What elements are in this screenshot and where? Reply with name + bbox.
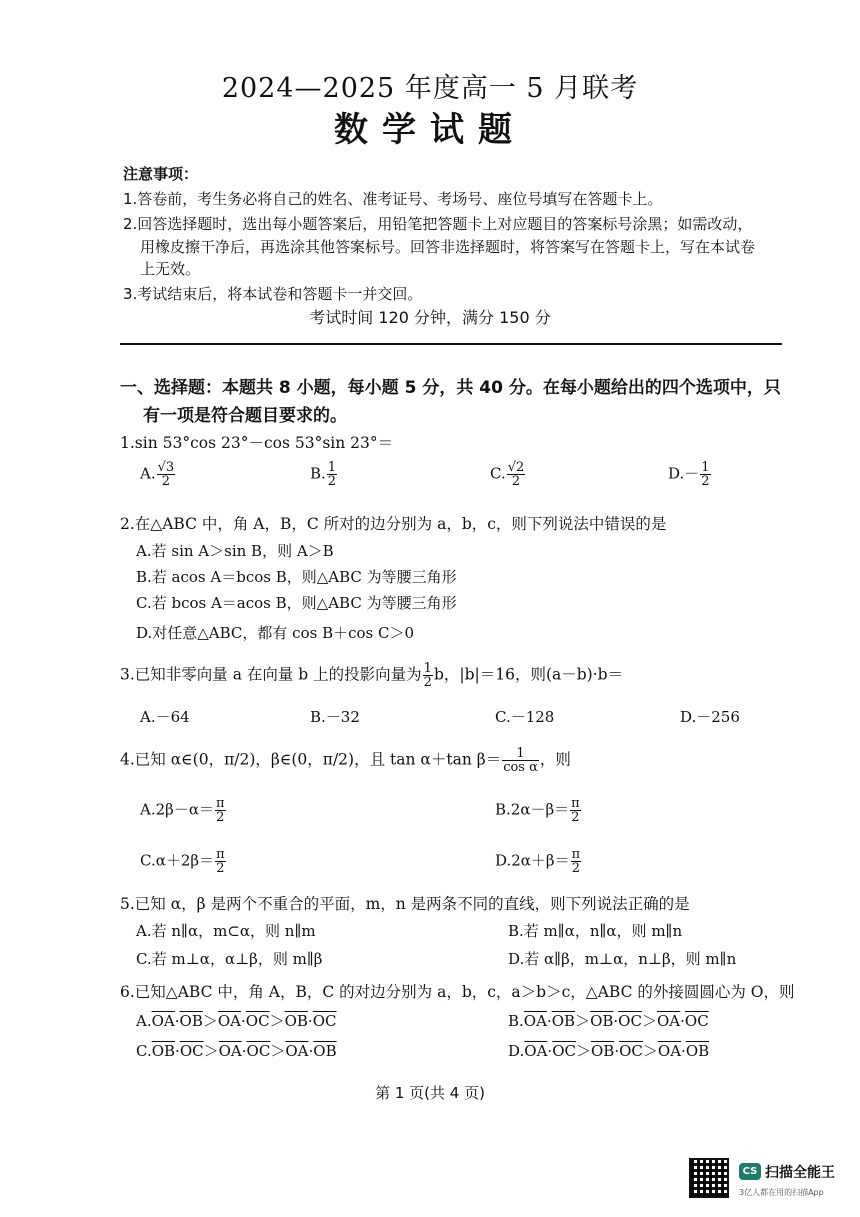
q6-option-d: $D.\overline{OA}\cdot\overline{OC}>\overline{OB}\cdot\overline{OC}>\overline{OA}\cdot\overline{OB}$	[508, 1042, 710, 1060]
page-footer: 第 1 页(共 4 页)	[375, 1084, 485, 1102]
q3-option-b: B.－32	[310, 708, 360, 726]
q1-option-c: C. $\frac{√2}{2}$	[490, 460, 525, 489]
exam-title: 2024—2025 年度高一 5 月联考	[221, 73, 639, 104]
notice-item: 3.考试结束后，将本试卷和答题卡一并交回。	[123, 285, 423, 303]
exam-time: 考试时间 120 分钟，满分 150 分	[309, 308, 551, 327]
section-heading: 一、选择题：本题共 8 小题，每小题 5 分，共 40 分。在每小题给出的四个选项中，只	[120, 378, 781, 398]
q3-option-a: A.－64	[140, 708, 190, 726]
q2-option-a: A.若 sin A＞sin B，则 A＞B	[136, 542, 334, 560]
camscanner-tagline: 3亿人都在用的扫描App	[739, 1188, 824, 1197]
notice-heading: 注意事项：	[123, 165, 199, 183]
notice-item: 用橡皮擦干净后，再选涂其他答案标号。回答非选择题时，将答案写在答题卡上，写在本试卷	[140, 238, 756, 256]
question-5-stem: 5.已知 α，β 是两个不重合的平面，m，n 是两条不同的直线，则下列说法正确的是	[120, 895, 690, 913]
q3-option-c: C.－128	[495, 708, 555, 726]
notice-item: 上无效。	[140, 260, 201, 278]
q5-option-a: A.若 n∥α，m⊂α，则 n∥m	[136, 922, 316, 940]
section-heading-cont: 有一项是符合题目要求的。	[143, 406, 347, 426]
q6-option-a: $A.\overline{OA}\cdot\overline{OB}>\overline{OA}\cdot\overline{OC}>\overline{OB}\cdot\overline{OC}$	[136, 1012, 337, 1030]
q4-option-d: D.2α＋β＝ $\frac{\pi}{2}$	[495, 847, 581, 876]
question-4-stem: 4.已知 α∈(0，π/2)，β∈(0，π/2)，且 tan α＋tan β＝ $\frac{1}{\text{cos α}}$ ，则	[120, 746, 571, 775]
q3-option-d: D.－256	[680, 708, 740, 726]
q1-option-b: B. $\frac{1}{2}$	[310, 460, 337, 489]
divider	[120, 343, 782, 345]
q4-option-a: A.2β－α＝ $\frac{\pi}{2}$	[140, 796, 225, 825]
q2-option-b: B.若 acos A＝bcos B，则△ABC 为等腰三角形	[136, 568, 457, 586]
camscanner-logo-icon: CS	[739, 1163, 761, 1180]
qr-code-icon	[689, 1158, 729, 1198]
notice-item: 2.回答选择题时，选出每小题答案后，用铅笔把答题卡上对应题目的答案标号涂黑；如需改动，	[123, 215, 753, 233]
question-3-stem: 3.已知非零向量 a 在向量 b 上的投影向量为 $\frac{1}{2}$ b，|b|＝16，则(a－b)·b＝	[120, 661, 624, 690]
q2-option-c: C.若 bcos A＝acos B，则△ABC 为等腰三角形	[136, 594, 457, 612]
question-6-stem: 6.已知△ABC 中，角 A，B，C 的对边分别为 a，b，c，a＞b＞c，△ABC 的外接圆圆心为 O，则	[120, 983, 795, 1001]
q6-option-c: $C.\overline{OB}\cdot\overline{OC}>\overline{OA}\cdot\overline{OC}>\overline{OA}\cdot\overline{OB}$	[136, 1042, 337, 1060]
camscanner-name: 扫描全能王	[765, 1165, 835, 1181]
q1-option-a: A. $\frac{√3}{2}$	[140, 460, 175, 489]
q5-option-d: D.若 α∥β，m⊥α，n⊥β，则 m∥n	[508, 950, 737, 968]
question-1-stem: 1.sin 53°cos 23°－cos 53°sin 23°＝	[120, 434, 394, 452]
q2-option-d: D.对任意△ABC，都有 cos B＋cos C＞0	[136, 624, 415, 642]
q5-option-b: B.若 m∥α，n∥α，则 m∥n	[508, 922, 683, 940]
q4-option-b: B.2α－β＝ $\frac{\pi}{2}$	[495, 796, 580, 825]
q1-option-d: D.－ $\frac{1}{2}$	[668, 460, 710, 489]
subject-title: 数学试题	[334, 110, 526, 150]
q4-option-c: C.α＋2β＝ $\frac{\pi}{2}$	[140, 847, 225, 876]
notice-item: 1.答卷前，考生务必将自己的姓名、准考证号、考场号、座位号填写在答题卡上。	[123, 190, 663, 208]
q5-option-c: C.若 m⊥α，α⊥β，则 m∥β	[136, 950, 323, 968]
question-2-stem: 2.在△ABC 中，角 A，B，C 所对的边分别为 a，b，c，则下列说法中错误的是	[120, 515, 667, 533]
q6-option-b: $B.\overline{OA}\cdot\overline{OB}>\overline{OB}\cdot\overline{OC}>\overline{OA}\cdot\overline{OC}$	[508, 1012, 709, 1030]
